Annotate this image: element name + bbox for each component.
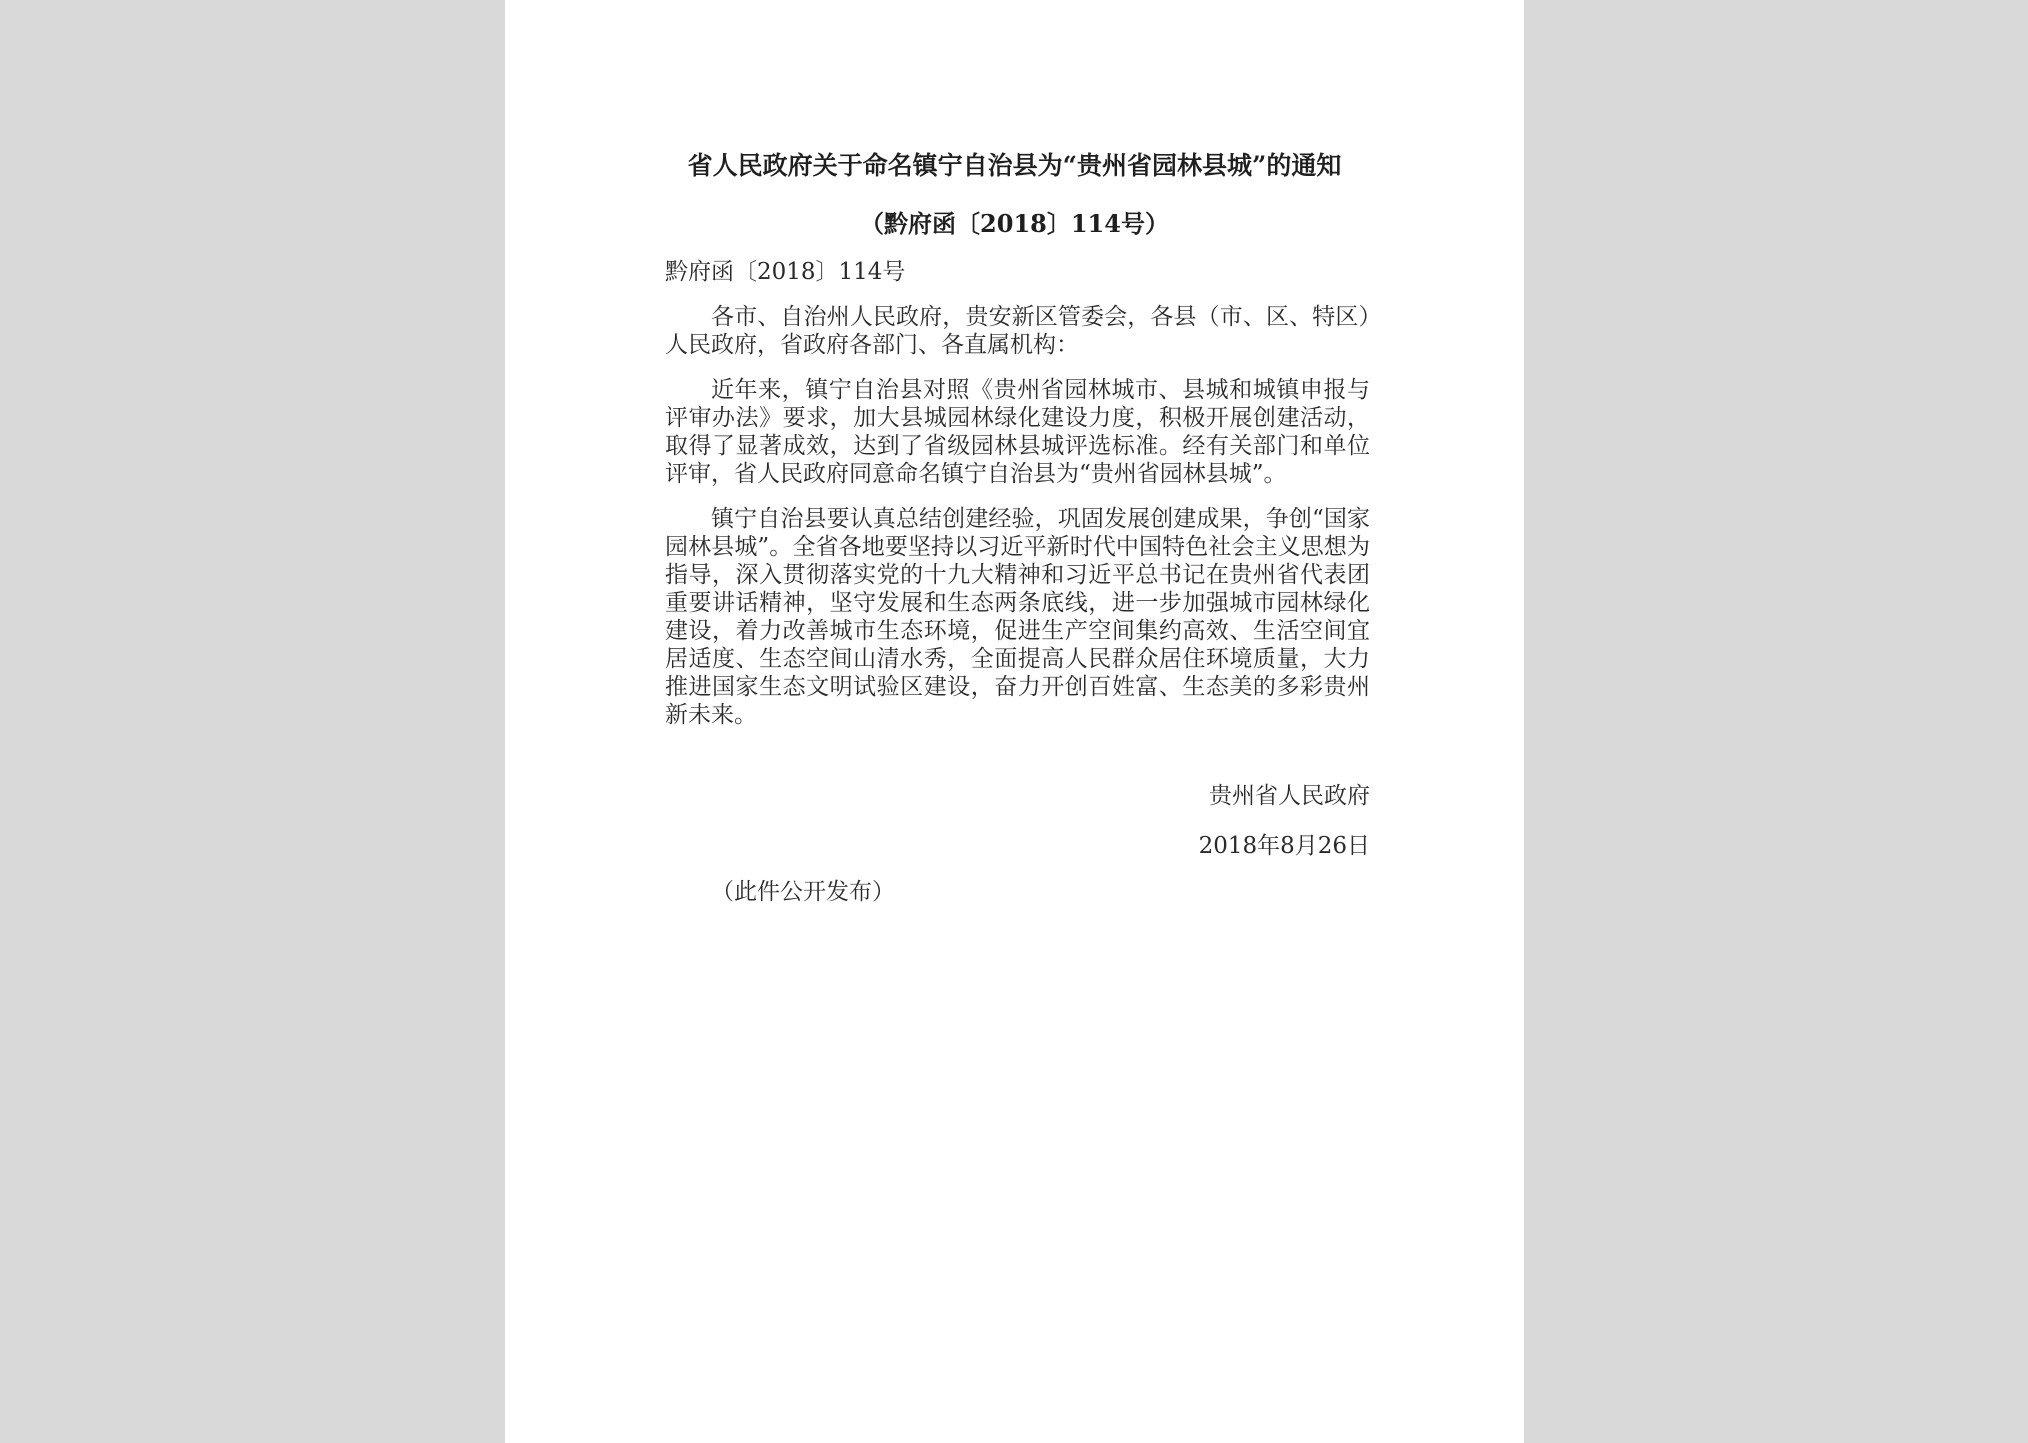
document-subtitle: （黔府函〔2018〕114号） (860, 209, 1169, 238)
document-page (505, 0, 1524, 1443)
signature-organization: 贵州省人民政府 (1209, 783, 1370, 809)
document-body (665, 258, 1370, 929)
publication-note: （此件公开发布） (711, 879, 895, 905)
document-title: 省人民政府关于命名镇宁自治县为“贵州省园林县城”的通知 (687, 151, 1342, 180)
signature-date: 2018年8月26日 (1198, 833, 1370, 859)
body-paragraph-2: 镇宁自治县要认真总结创建经验，巩固发展创建成果，争创“国家园林县城”。全省各地要坚持以习近平新时代中国特色社会主义思想为指导，深入贯彻落实党的十九大精神和习近平总书记在贵州省代表团重要讲话精神，坚守发展和生态两条底线，进一步加强城市园林绿化建设，着力改善城市生态环境，促进生产空间集约高效、生活空间宜居适度、生态空间山清水秀，全面提高人民群众居住环境质量，大力推进国家生态文明试验区建设，奋力开创百姓富、生态美的多彩贵州新未来。 (665, 506, 1370, 728)
recipients-paragraph: 各市、自治州人民政府，贵安新区管委会，各县（市、区、特区）人民政府，省政府各部门、各直属机构： (665, 304, 1370, 358)
body-paragraph-1: 近年来，镇宁自治县对照《贵州省园林城市、县城和城镇申报与评审办法》要求，加大县城园林绿化建设力度，积极开展创建活动，取得了显著成效，达到了省级园林县城评选标准。经有关部门和单位评审，省人民政府同意命名镇宁自治县为“贵州省园林县城”。 (665, 377, 1370, 487)
document-number: 黔府函〔2018〕114号 (665, 259, 906, 285)
